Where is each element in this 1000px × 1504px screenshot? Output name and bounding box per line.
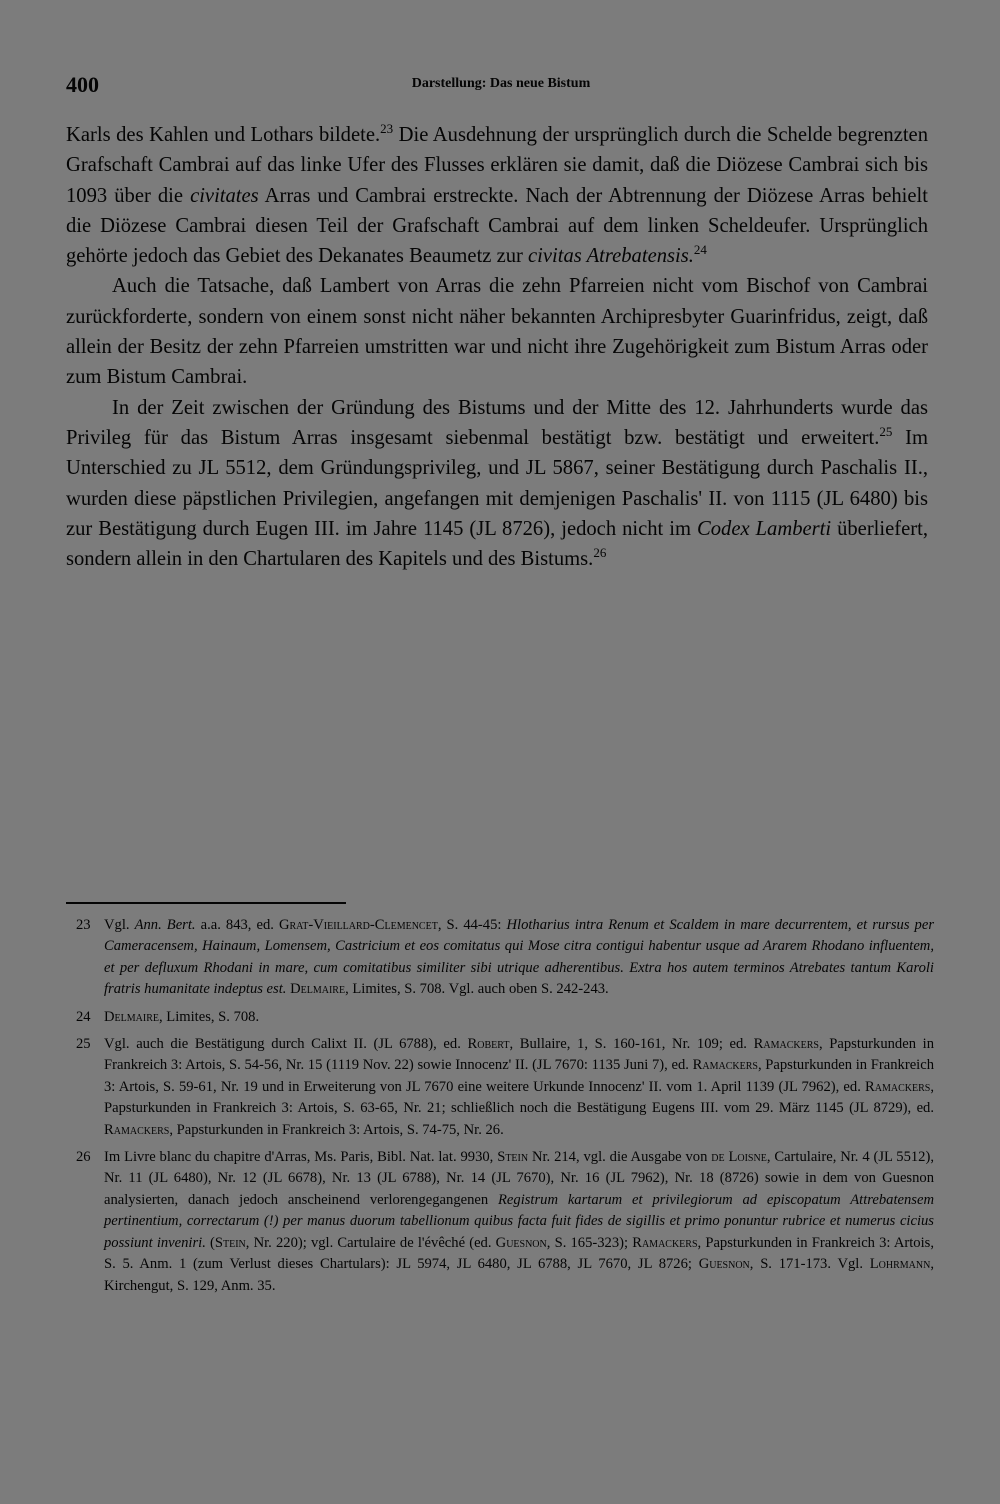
author-name: Ramackers — [692, 1057, 758, 1074]
footnote-number: 23 — [76, 917, 91, 933]
text-run: ( — [205, 1234, 215, 1251]
footnote-divider — [66, 902, 346, 904]
text-run: , S. 44-45: — [437, 917, 507, 933]
footnote-26 — [66, 1147, 934, 1297]
text-run: Auch die Tatsache, daß Lambert von Arras die zehn Pfarreien nicht vom Bischof von Cambrai zurückforderte, sondern von einem sonst nicht näher bekannten Archipresbyter Guarinfridus, zeigt, daß allein der Besitz der zehn Pfarreien umstritten war und nicht ihre Zugehörigkeit zum Bistum Arras oder zum Bistum Cambrai. — [66, 275, 928, 389]
author-name: Robert — [467, 1036, 510, 1053]
author-name: Lohrmann — [869, 1256, 931, 1273]
text-run: , S. 171-173. Vgl. — [749, 1256, 870, 1273]
author-name: Delmaire — [104, 1008, 159, 1025]
text-run: Vgl. — [104, 917, 135, 933]
footnotes — [66, 915, 934, 1303]
author-name: Stein — [214, 1234, 246, 1251]
author-name: Ramackers — [865, 1078, 931, 1095]
author-name: Stein — [497, 1149, 529, 1166]
text-run: Im Livre blanc du chapitre d'Arras, Ms. Paris, Bibl. Nat. lat. 9930, — [104, 1149, 498, 1166]
footnote-24 — [66, 1007, 934, 1028]
text-run: , Papsturkunden in Frankreich 3: Artois, S. 63-65, Nr. 21; schließlich noch die Bestätigung Eugens III. vom 29. März 1145 (JL 8729), ed. — [104, 1078, 934, 1117]
text-run: überliefert, sondern allein in den Chartularen des Kapitels und des Bistums. — [66, 517, 928, 571]
italic-term: Ann. Bert. — [134, 917, 196, 933]
running-title: Darstellung: Das neue Bistum — [411, 76, 591, 91]
text-run: , Limites, S. 708. Vgl. auch oben S. 242-243. — [345, 981, 609, 998]
italic-term: Codex Lamberti — [696, 517, 832, 540]
footnote-number: 26 — [76, 1149, 91, 1166]
italic-term: civitates — [190, 184, 259, 207]
text-run: , Papsturkunden in Frankreich 3: Artois, S. 59-61, Nr. 19 und in Erweiterung von JL 7670 eine weitere Urkunde Innocenz' II. vom 1. April 1139 (JL 7962), ed. — [104, 1057, 934, 1095]
paragraph — [66, 120, 928, 271]
footnote-number: 25 — [76, 1036, 91, 1053]
text-run: Karls des Kahlen und Lothars bildete. — [66, 124, 381, 146]
text-run: Die Ausdehnung der ursprünglich durch die Schelde begrenzten Grafschaft Cambrai auf das linke Ufer des Flusses erklären sie damit, daß die Diözese Cambrai sich bis 1093 über die — [66, 124, 928, 207]
paragraph — [66, 271, 928, 392]
author-name: Ramackers — [104, 1121, 170, 1138]
footnote-25 — [66, 1034, 934, 1141]
text-run: , Bullaire, 1, S. 160-161, Nr. 109; ed. — [509, 1036, 754, 1053]
latin-quote: Hlotharius intra Renum et Scaldem in mare decurrentem, et rursus per Cameracensem, Hainaum, Lomensem, Castricium et eos comitatus qui Mose citra contigui habentur usque ad Ararem Rhodano influentem, et per defluxum Rhodani in mare, cum comitatibus similiter sibi utrique adherentibus. Extra hos autem terminos Atrebates tantum Karoli fratris humanitate indeptus est. — [104, 917, 935, 998]
text-run: Vgl. auch die Bestätigung durch Calixt II. (JL 6788), ed. — [104, 1036, 468, 1053]
author-name: Guesnon — [698, 1256, 750, 1273]
author-name: Ramackers — [632, 1234, 698, 1251]
text-run: , Limites, S. 708. — [158, 1008, 260, 1025]
footnote-ref: 26 — [593, 545, 607, 561]
italic-term: civitas Atrebatensis. — [528, 245, 694, 268]
text-run: , Cartulaire, Nr. 4 (JL 5512), Nr. 11 (JL 6480), Nr. 12 (JL 6678), Nr. 13 (JL 6788), Nr. 14 (JL 7670), Nr. 16 (JL 7962), Nr. 18 (8726) sowie in dem von Guesnon analysierten, danach jedoch anscheinend verlorengegangenen — [104, 1149, 934, 1208]
text-run: Arras und Cambrai erstreckte. Nach der Abtrennung der Diözese Arras behielt die Diözese Cambrai diesen Teil der Grafschaft Cambrai auf dem linken Scheldeufer. Ursprünglich gehörte jedoch das Gebiet des Dekanates Beaumetz zur — [66, 184, 928, 268]
paragraph — [66, 393, 928, 575]
text-run: In der Zeit zwischen der Gründung des Bistums und der Mitte des 12. Jahrhunderts wurde das Privileg für das Bistum Arras insgesamt siebenmal bestätigt bzw. bestätigt und erweitert. — [66, 396, 928, 449]
page-number: 400 — [66, 72, 99, 97]
footnote-23 — [66, 915, 934, 1001]
text-run: Im Unterschied zu JL 5512, dem Gründungsprivileg, und JL 5867, seiner Bestätigung durch Paschalis II., wurden diese päpstlichen Privilegien, angefangen mit demjenigen Paschalis' II. von 1115 (JL 6480) bis zur Bestätigung durch Eugen III. im Jahre 1145 (JL 8726), jedoch nicht im — [66, 426, 928, 540]
footnote-number: 24 — [76, 1008, 91, 1025]
text-run: , Papsturkunden in Frankreich 3: Artois, S. 5. Anm. 1 (zum Verlust dieses Chartulars): JL 5974, JL 6480, JL 6788, JL 7670, JL 8726; — [104, 1234, 934, 1273]
latin-quote: Registrum kartarum et privilegiorum ad episcopatum Attrebatensem pertinentium, correctarum (!) per manus duorum tabellionum quibus facta fuit fides de sigillis et primo ponuntur rubrice et numerus cicius possiunt inveniri. — [104, 1191, 934, 1251]
footnote-ref: 24 — [693, 242, 707, 258]
page-header — [66, 72, 936, 102]
text-run: , Kirchengut, S. 129, Anm. 35. — [104, 1256, 934, 1294]
author-name: Grat-Vieillard-Clemencet — [278, 917, 438, 933]
text-run: , Papsturkunden in Frankreich 3: Artois, S. 54-56, Nr. 15 (1119 Nov. 22) sowie Innocenz' II. (JL 7670: 1135 Juni 7), ed. — [104, 1036, 934, 1074]
author-name: de Loisne — [711, 1149, 767, 1166]
text-run: , S. 165-323); — [546, 1234, 633, 1251]
text-run: , Nr. 220); vgl. Cartulaire de l'évêché (ed. — [245, 1234, 496, 1251]
footnote-ref: 25 — [879, 424, 893, 440]
footnote-ref: 23 — [380, 121, 394, 137]
main-text — [66, 120, 928, 574]
author-name: Delmaire — [290, 981, 346, 998]
text-run: , Papsturkunden in Frankreich 3: Artois, S. 74-75, Nr. 26. — [169, 1121, 504, 1138]
author-name: Ramackers — [753, 1036, 819, 1053]
text-run: a.a. 843, ed. — [195, 917, 279, 933]
author-name: Guesnon — [495, 1234, 547, 1251]
text-run: Nr. 214, vgl. die Ausgabe von — [528, 1149, 712, 1166]
